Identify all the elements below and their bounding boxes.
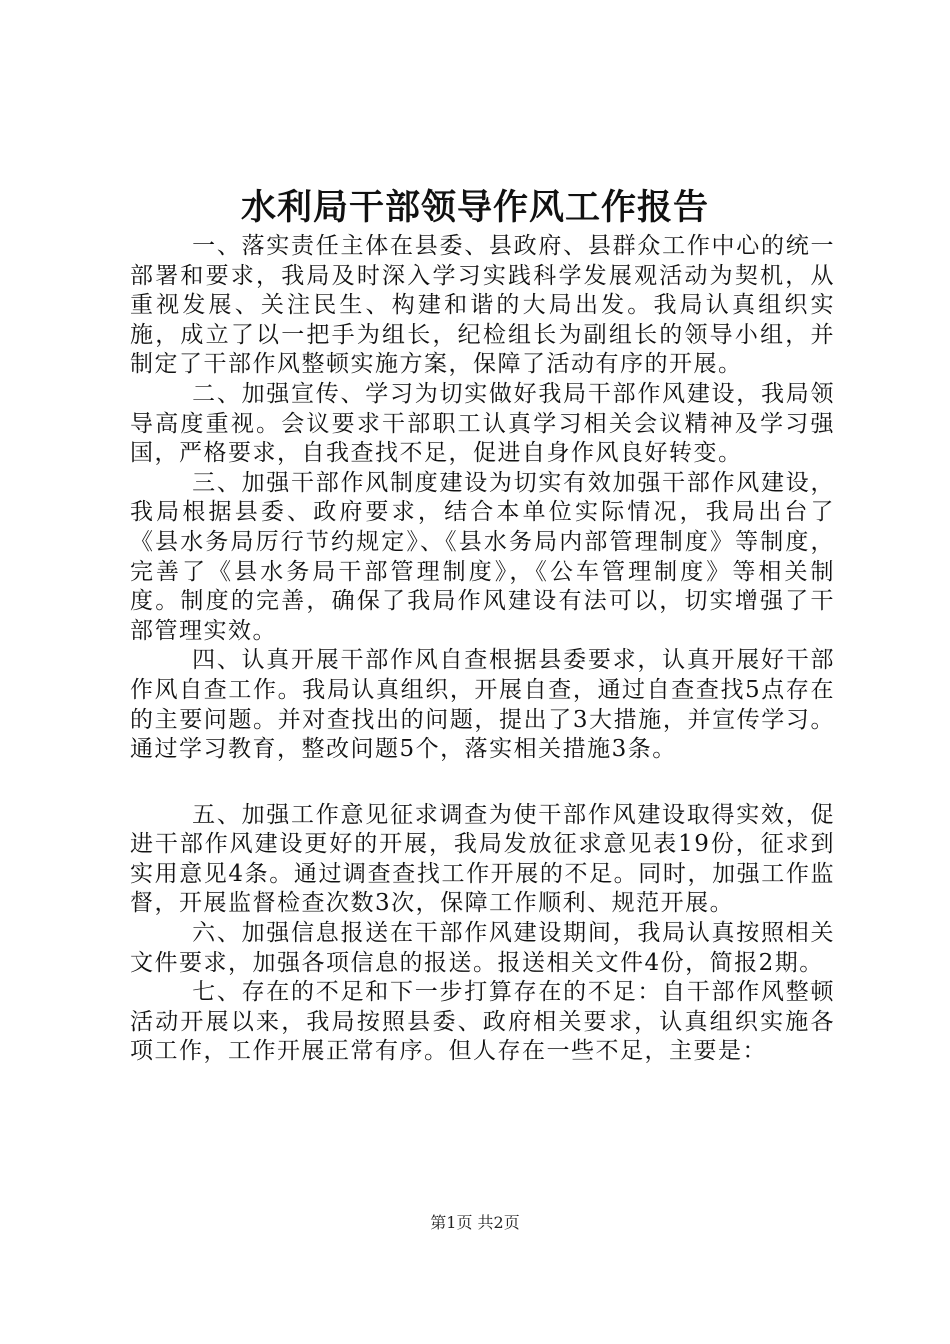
paragraph-3: 三、加强干部作风制度建设为切实有效加强干部作风建设，我局根据县委、政府要求，结合本单位实际情况，我局出台了《县水务局厉行节约规定》、《县水务局内部管理制度》等制度，完善了《县水务局干部管理制度》，《公车管理制度》等相关制度。制度的完善，确保了我局作风建设有法可以，切实增强了干部管理实效。 [130,469,835,644]
paragraph-1: 一、落实责任主体在县委、县政府、县群众工作中心的统一部署和要求，我局及时深入学习实践科学发展观活动为契机，从重视发展、关注民生、构建和谐的大局出发。我局认真组织实施，成立了以一把手为组长，纪检组长为副组长的领导小组，并制定了干部作风整顿实施方案，保障了活动有序的开展。 [130,233,835,378]
document-body [130,232,835,1067]
paragraph-7: 七、存在的不足和下一步打算存在的不足：自干部作风整顿活动开展以来，我局按照县委、政府相关要求，认真组织实施各项工作，工作开展正常有序。但人存在一些不足，主要是： [130,979,835,1065]
paragraph-2: 二、加强宣传、学习为切实做好我局干部作风建设，我局领导高度重视。会议要求干部职工认真学习相关会议精神及学习强国，严格要求，自我查找不足，促进自身作风良好转变。 [130,380,835,467]
paragraph-gap [130,765,835,801]
paragraph-5: 五、加强工作意见征求调查为使干部作风建设取得实效，促进干部作风建设更好的开展，我局发放征求意见表19份，征求到实用意见4条。通过调查查找工作开展的不足。同时，加强工作监督，开展监督检查次数3次，保障工作顺利、规范开展。 [130,801,835,917]
document-title: 水利局干部领导作风工作报告 [240,187,709,228]
paragraph-6: 六、加强信息报送在干部作风建设期间，我局认真按照相关文件要求，加强各项信息的报送。报送相关文件4份，简报2期。 [130,920,835,976]
page-number-footer: 第1页 共2页 [430,1213,520,1232]
paragraph-4: 四、认真开展干部作风自查根据县委要求，认真开展好干部作风自查工作。我局认真组织，开展自查，通过自查查找5点存在的主要问题。并对查找出的问题，提出了3大措施，并宣传学习。通过学习教育，整改问题5个，落实相关措施3条。 [130,647,835,763]
